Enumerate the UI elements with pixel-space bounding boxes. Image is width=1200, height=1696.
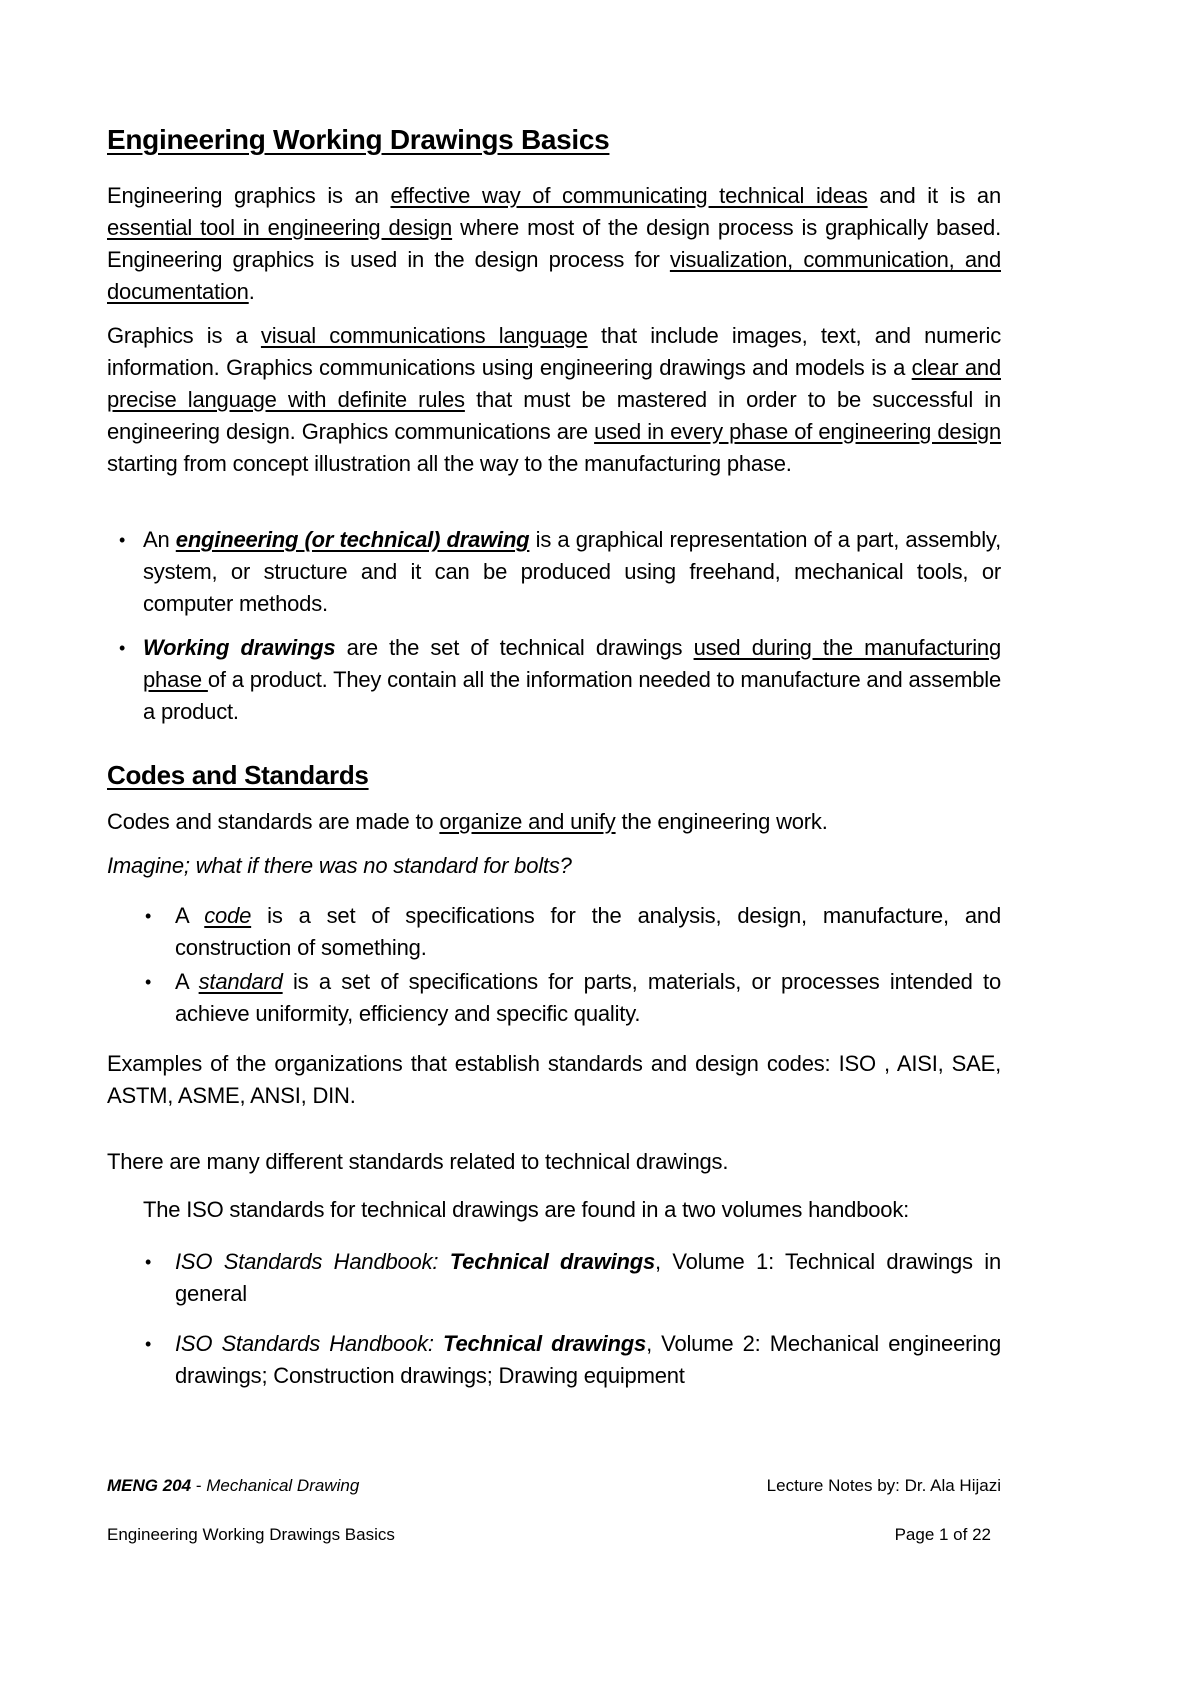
iso-intro-paragraph: The ISO standards for technical drawings are found in a two volumes handbook:	[143, 1197, 910, 1222]
emphasized-text: effective way of communicating technical ideas	[390, 183, 868, 208]
list-item	[119, 632, 1001, 728]
intro-paragraph-2	[107, 320, 1001, 480]
footer-course-name: Mechanical Drawing	[206, 1476, 360, 1495]
emphasized-text: essential tool in engineering design	[107, 215, 453, 240]
emphasized-text: visualization, communication, and documentation	[107, 247, 1001, 304]
bullet-text	[175, 1331, 1001, 1388]
list-item	[145, 900, 1001, 964]
bullet-icon: •	[145, 972, 152, 992]
emphasized-text: organize and unify	[439, 809, 616, 834]
text-run: Working drawings	[143, 635, 336, 660]
text-run: Codes and standards are made to	[107, 809, 440, 834]
text-run: that include images, text, and numeric information. Graphics communications using engineering drawings and models is a	[107, 323, 1001, 380]
page-title: Engineering Working Drawings Basics	[107, 124, 610, 155]
bullet-icon: •	[145, 1252, 152, 1272]
text-run: ISO Standards Handbook:	[175, 1249, 450, 1274]
text-run: Engineering graphics is an	[107, 183, 391, 208]
text-run: , Volume 2: Mechanical engineering drawings; Construction drawings; Drawing equipment	[175, 1331, 1001, 1388]
text-run: of a product. They contain all the information needed to manufacture and assemble a product.	[143, 667, 1001, 724]
bullet-text	[143, 527, 1001, 616]
bullet-icon: •	[145, 1334, 152, 1354]
list-item	[119, 524, 1001, 620]
footer-course	[107, 1476, 359, 1496]
emphasized-text: used during the manufacturing phase	[143, 635, 1001, 692]
emphasized-text: standard	[198, 969, 283, 994]
intro-paragraph-1	[107, 180, 1001, 308]
text-run: Technical drawings	[449, 1249, 656, 1274]
many-standards-paragraph: There are many different standards related to technical drawings.	[107, 1149, 729, 1174]
text-run: A	[175, 903, 205, 928]
text-run: is a set of specifications for parts, materials, or processes intended to achieve uniformity, efficiency and specific quality.	[175, 969, 1001, 1026]
emphasized-text: code	[204, 903, 252, 928]
codes-paragraph	[107, 806, 1001, 838]
emphasized-text: clear and precise language with definite rules	[107, 355, 1001, 412]
text-run: A	[175, 969, 199, 994]
emphasized-text: engineering (or technical) drawing	[175, 527, 530, 552]
emphasized-text: visual communications language	[260, 323, 588, 348]
bullet-text	[143, 635, 1001, 724]
section-heading-codes: Codes and Standards	[107, 760, 369, 790]
footer-course-separator: -	[191, 1476, 207, 1495]
text-run: is a graphical representation of a part, assembly, system, or structure and it can be produced using freehand, mechanical tools, or computer methods.	[143, 527, 1001, 616]
text-run: .	[248, 279, 255, 304]
text-run: are the set of technical drawings	[335, 635, 694, 660]
bullet-text	[175, 903, 1001, 960]
text-run: and it is an	[867, 183, 1001, 208]
bullet-text	[175, 1249, 1001, 1306]
text-run: is a set of specifications for the analysis, design, manufacture, and construction of something.	[175, 903, 1001, 960]
list-item	[145, 966, 1001, 1030]
footer-course-code: MENG 204	[107, 1476, 192, 1495]
text-run: , Volume 1: Technical drawings in general	[175, 1249, 1002, 1306]
codes-bullet-list	[145, 900, 1001, 1030]
text-run: Technical drawings	[443, 1331, 647, 1356]
text-run: ISO Standards Handbook:	[175, 1331, 444, 1356]
text-run: An	[143, 527, 176, 552]
footer-doc-title: Engineering Working Drawings Basics	[107, 1525, 395, 1544]
text-run: the engineering work.	[615, 809, 828, 834]
text-run: that must be mastered in order to be successful in engineering design. Graphics communications are	[107, 387, 1001, 444]
bullet-text	[175, 969, 1001, 1026]
examples-paragraph: Examples of the organizations that establish standards and design codes: ISO , AISI, SAE, ASTM, ASME, ANSI, DIN.	[107, 1051, 1001, 1108]
codes-question: Imagine; what if there was no standard for bolts?	[107, 853, 572, 878]
emphasized-text: used in every phase of engineering design	[594, 419, 1002, 444]
iso-bullet-list	[145, 1246, 1002, 1392]
footer-author: Lecture Notes by: Dr. Ala Hijazi	[766, 1476, 1001, 1495]
bullet-icon: •	[119, 530, 126, 550]
bullet-icon: •	[145, 906, 152, 926]
intro-bullet-list	[119, 524, 1001, 728]
bullet-icon: •	[119, 638, 126, 658]
footer-page-number: Page 1 of 22	[894, 1525, 991, 1544]
text-run: starting from concept illustration all the way to the manufacturing phase.	[107, 451, 792, 476]
text-run: Graphics is a	[107, 323, 261, 348]
list-item	[145, 1328, 1001, 1392]
list-item	[145, 1246, 1002, 1310]
text-run: where most of the design process is graphically based. Engineering graphics is used in the design process for	[107, 215, 1001, 272]
